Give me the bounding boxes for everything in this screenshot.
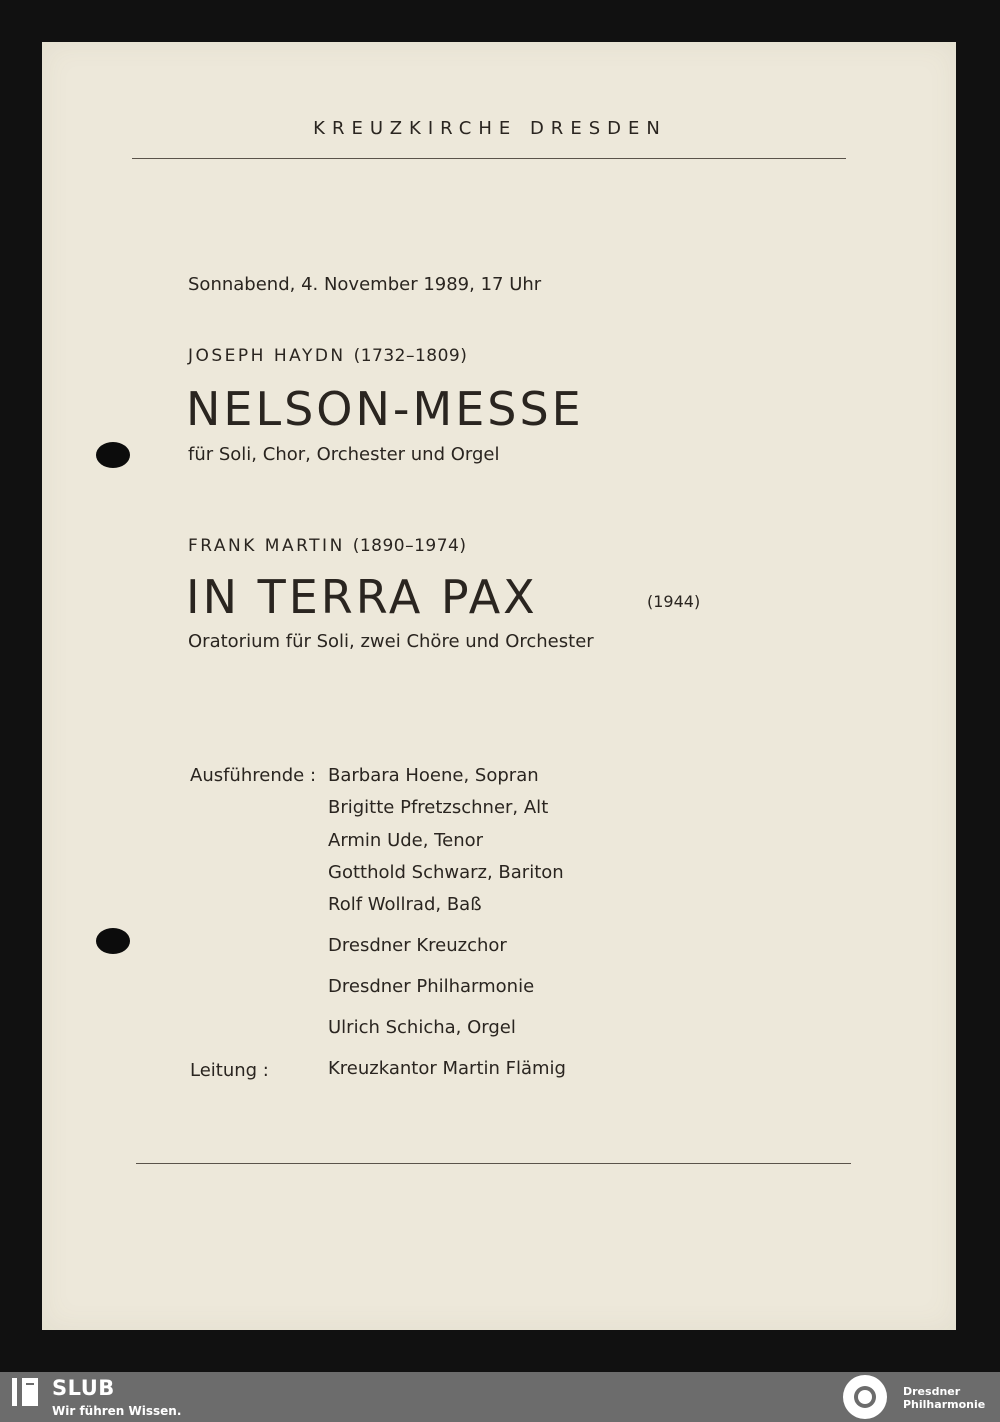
concert-date: Sonnabend, 4. November 1989, 17 Uhr	[188, 274, 542, 295]
philharmonie-logo-text[interactable]	[903, 1385, 985, 1411]
composer-line	[188, 536, 467, 556]
conductor-label: Leitung :	[190, 1060, 269, 1081]
composer-line	[188, 346, 467, 366]
performer-item: Dresdner Philharmonie	[328, 976, 535, 997]
conductor-name: Kreuzkantor Martin Flämig	[328, 1058, 566, 1079]
work-title: NELSON-MESSE	[186, 382, 584, 436]
performer-item: Rolf Wollrad, Baß	[328, 894, 482, 915]
top-divider	[132, 158, 846, 159]
partner-line: Philharmonie	[903, 1398, 986, 1411]
work-subtitle: für Soli, Chor, Orchester und Orgel	[188, 444, 500, 465]
performer-item: Dresdner Kreuzchor	[328, 935, 507, 956]
slub-logo-text[interactable]: SLUB	[52, 1376, 115, 1400]
slub-book-icon	[12, 1376, 38, 1408]
program-sheet	[42, 42, 956, 1330]
work-title: IN TERRA PAX	[186, 570, 538, 624]
performer-item: Ulrich Schicha, Orgel	[328, 1017, 516, 1038]
bottom-divider	[136, 1163, 851, 1164]
performer-item: Barbara Hoene, Sopran	[328, 765, 539, 786]
punch-hole	[96, 442, 130, 468]
philharmonie-logo-icon	[842, 1374, 888, 1420]
footer-bar	[0, 1372, 1000, 1422]
venue-heading: KREUZKIRCHE DRESDEN	[313, 118, 667, 139]
composer-years: (1890–1974)	[352, 536, 467, 556]
partner-line: Dresdner	[903, 1385, 961, 1398]
performers-label: Ausführende :	[190, 765, 317, 786]
performer-item: Gotthold Schwarz, Bariton	[328, 862, 564, 883]
composer-name: JOSEPH HAYDN	[188, 346, 346, 366]
slub-tagline: Wir führen Wissen.	[52, 1404, 182, 1418]
performer-item: Armin Ude, Tenor	[328, 830, 484, 851]
work-subtitle: Oratorium für Soli, zwei Chöre und Orchester	[188, 631, 594, 652]
performer-item: Brigitte Pfretzschner, Alt	[328, 797, 549, 818]
composer-years: (1732–1809)	[353, 346, 468, 366]
punch-hole	[96, 928, 130, 954]
work-year: (1944)	[647, 592, 701, 611]
composer-name: FRANK MARTIN	[188, 536, 345, 556]
